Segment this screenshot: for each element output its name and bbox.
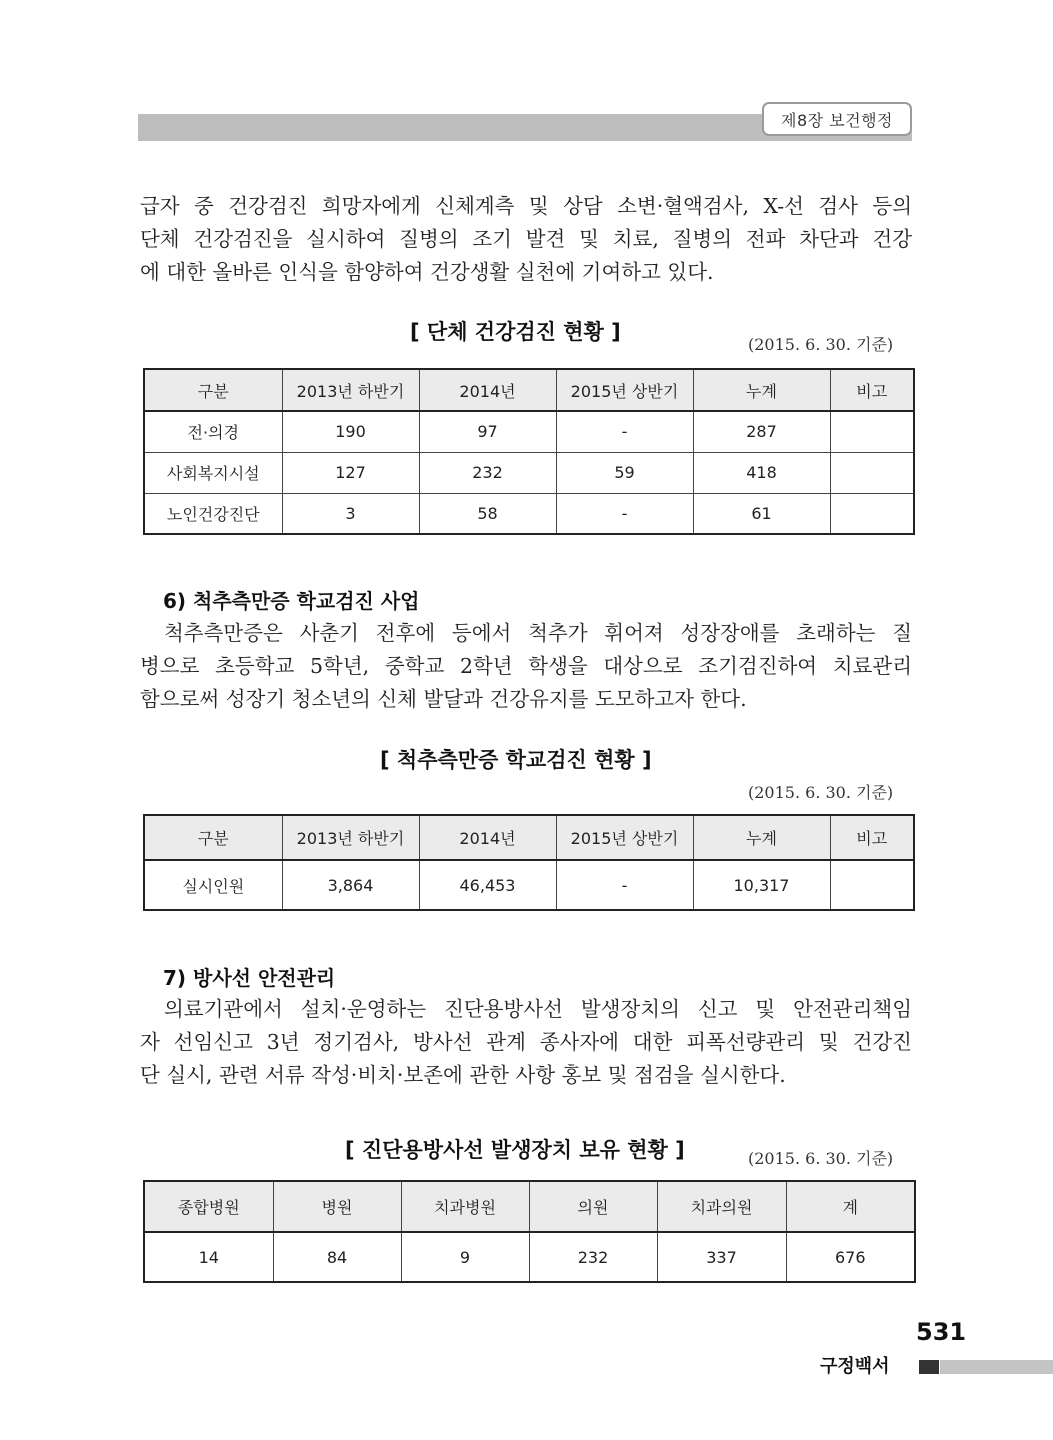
- table-header-row: [144, 1181, 915, 1232]
- column-header: 2015년 상반기: [556, 815, 693, 860]
- table-cell: 287: [693, 411, 830, 452]
- footer-bar-gray: [940, 1360, 1053, 1374]
- column-header: 치과병원: [401, 1181, 529, 1232]
- table-cell: 노인건강진단: [144, 493, 282, 534]
- column-header: 계: [786, 1181, 915, 1232]
- column-header: 누계: [693, 369, 830, 411]
- paragraph-line: 병으로 초등학교 5학년, 중학교 2학년 학생을 대상으로 조기검진하여 치료관리: [140, 654, 912, 678]
- column-header: 병원: [273, 1181, 401, 1232]
- paragraph-line: 함으로써 성장기 청소년의 신체 발달과 건강유지를 도모하고자 한다.: [140, 687, 747, 711]
- table-basis-date: (2015. 6. 30. 기준): [748, 335, 894, 354]
- radiation-devices-table: [143, 1180, 916, 1283]
- column-header: 비고: [830, 369, 914, 411]
- table-title: [ 진단용방사선 발생장치 보유 현황 ]: [345, 1138, 685, 1162]
- column-header: 종합병원: [144, 1181, 273, 1232]
- table-cell: 9: [401, 1232, 529, 1282]
- table-cell: 232: [419, 452, 556, 493]
- table-cell: [830, 493, 914, 534]
- table-row: [144, 411, 914, 452]
- paragraph-line: 척추측만증은 사춘기 전후에 등에서 척추가 휘어져 성장장애를 초래하는 질: [164, 621, 912, 645]
- table-cell: 10,317: [693, 860, 830, 910]
- table-cell: -: [556, 860, 693, 910]
- table-cell: [830, 411, 914, 452]
- table-row: [144, 860, 914, 910]
- table-basis-date: (2015. 6. 30. 기준): [748, 783, 894, 802]
- paragraph-line: 단 실시, 관련 서류 작성·비치·보존에 관한 사항 홍보 및 점검을 실시한다.: [140, 1063, 786, 1087]
- column-header: 2014년: [419, 815, 556, 860]
- table-cell: 190: [282, 411, 419, 452]
- table-cell: 97: [419, 411, 556, 452]
- column-header: 의원: [529, 1181, 657, 1232]
- column-header: 2013년 하반기: [282, 815, 419, 860]
- table-cell: 59: [556, 452, 693, 493]
- table-cell: -: [556, 411, 693, 452]
- table-title: [ 척추측만증 학교검진 현황 ]: [380, 748, 652, 772]
- table-cell: 232: [529, 1232, 657, 1282]
- table-cell: -: [556, 493, 693, 534]
- section-heading: 6) 척추측만증 학교검진 사업: [163, 589, 420, 613]
- table-cell: [830, 860, 914, 910]
- intro-paragraph: [140, 190, 912, 289]
- section6-paragraph: [140, 617, 912, 716]
- footer-bar-dark: [919, 1360, 939, 1374]
- group-checkup-table: [143, 368, 915, 535]
- table-cell: 84: [273, 1232, 401, 1282]
- column-header: 치과의원: [657, 1181, 786, 1232]
- column-header: 구분: [144, 369, 282, 411]
- table-row: [144, 1232, 915, 1282]
- table-cell: 61: [693, 493, 830, 534]
- paragraph-line: 의료기관에서 설치·운영하는 진단용방사선 발생장치의 신고 및 안전관리책임: [164, 997, 912, 1021]
- paragraph-line: 단체 건강검진을 실시하여 질병의 조기 발견 및 치료, 질병의 전파 차단과 건강: [140, 227, 912, 251]
- table-cell: 3: [282, 493, 419, 534]
- table-header-row: [144, 369, 914, 411]
- column-header: 구분: [144, 815, 282, 860]
- page-number: 531: [916, 1318, 967, 1346]
- paragraph-line: 에 대한 올바른 인식을 함양하여 건강생활 실천에 기여하고 있다.: [140, 260, 714, 284]
- section-heading: 7) 방사선 안전관리: [163, 966, 336, 990]
- table-cell: 418: [693, 452, 830, 493]
- column-header: 누계: [693, 815, 830, 860]
- table-cell: 3,864: [282, 860, 419, 910]
- column-header: 2015년 상반기: [556, 369, 693, 411]
- table-row: [144, 452, 914, 493]
- table-cell: 사회복지시설: [144, 452, 282, 493]
- table-cell: [830, 452, 914, 493]
- table-row: [144, 493, 914, 534]
- table-header-row: [144, 815, 914, 860]
- column-header: 2013년 하반기: [282, 369, 419, 411]
- section7-paragraph: [140, 993, 912, 1092]
- table-cell: 58: [419, 493, 556, 534]
- scoliosis-checkup-table: [143, 814, 915, 911]
- column-header: 2014년: [419, 369, 556, 411]
- table-cell: 676: [786, 1232, 915, 1282]
- table-cell: 127: [282, 452, 419, 493]
- paragraph-line: 급자 중 건강검진 희망자에게 신체계측 및 상담 소변·혈액검사, X-선 검사 등의: [140, 194, 912, 218]
- table-cell: 337: [657, 1232, 786, 1282]
- footer-title: 구정백서: [820, 1356, 890, 1377]
- paragraph-line: 자 선임신고 3년 정기검사, 방사선 관계 종사자에 대한 피폭선량관리 및 건강진: [140, 1030, 912, 1054]
- column-header: 비고: [830, 815, 914, 860]
- table-title: [ 단체 건강검진 현황 ]: [410, 320, 621, 344]
- chapter-label: 제8장 보건행정: [762, 102, 912, 136]
- table-cell: 46,453: [419, 860, 556, 910]
- table-cell: 14: [144, 1232, 273, 1282]
- table-basis-date: (2015. 6. 30. 기준): [748, 1149, 894, 1168]
- table-cell: 전·의경: [144, 411, 282, 452]
- table-cell: 실시인원: [144, 860, 282, 910]
